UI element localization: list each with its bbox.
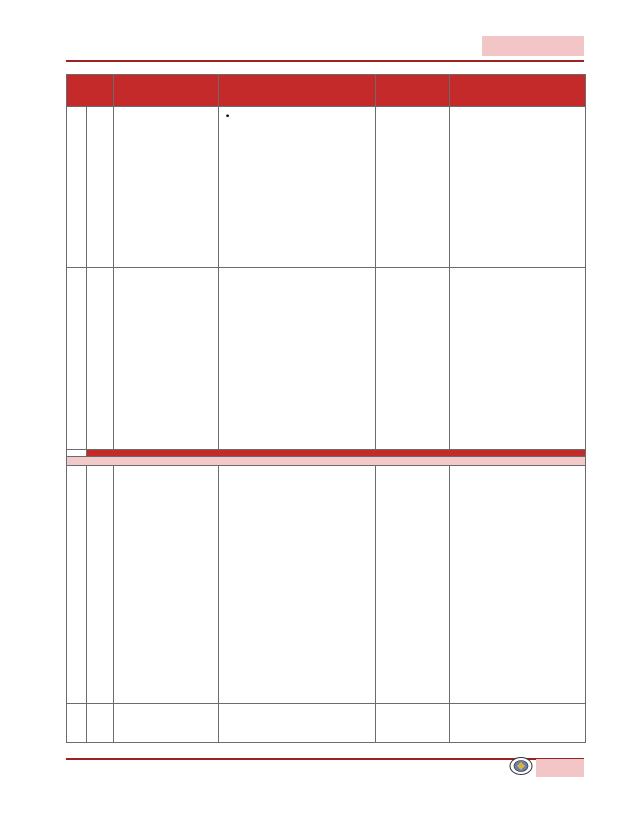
patriotism-cell xyxy=(450,268,586,450)
header-m xyxy=(67,75,114,107)
exam-label xyxy=(87,450,586,457)
topic-cell xyxy=(114,107,219,268)
subtopic-code xyxy=(87,107,114,268)
concept-cell xyxy=(376,704,450,743)
concept-cell xyxy=(376,268,450,450)
header-hasil xyxy=(219,75,376,107)
table-header-row xyxy=(67,75,586,107)
week-cell xyxy=(67,466,87,704)
week-cell xyxy=(67,268,87,450)
concept-cell xyxy=(376,107,450,268)
week-cell xyxy=(67,704,87,743)
table-row xyxy=(67,704,586,743)
exam-row xyxy=(67,450,586,457)
subtopic-code xyxy=(87,466,114,704)
topic-cell xyxy=(114,466,219,704)
outcome-cell xyxy=(219,466,376,704)
header-divider xyxy=(66,60,584,62)
form-badge xyxy=(482,36,584,56)
header-tajuk xyxy=(114,75,219,107)
header-istilah xyxy=(376,75,450,107)
lesson-plan-table xyxy=(66,74,586,743)
page-number xyxy=(536,759,584,777)
patriotism-cell xyxy=(450,704,586,743)
footer-divider xyxy=(66,758,584,760)
topic-cell xyxy=(114,704,219,743)
table-row xyxy=(67,466,586,704)
patriotism-cell xyxy=(450,107,586,268)
header-unsur xyxy=(450,75,586,107)
table-row xyxy=(67,107,586,268)
chapter-row xyxy=(67,457,586,466)
outcome-cell xyxy=(219,704,376,743)
concept-cell xyxy=(376,466,450,704)
patriotism-cell xyxy=(450,466,586,704)
subtopic-code xyxy=(87,268,114,450)
outcome-cell xyxy=(219,107,376,268)
school-crest-icon xyxy=(508,756,534,776)
topic-cell xyxy=(114,268,219,450)
chapter-title xyxy=(67,457,586,466)
table-row xyxy=(67,268,586,450)
subtopic-code xyxy=(87,704,114,743)
outcome-cell xyxy=(219,268,376,450)
week-cell xyxy=(67,107,87,268)
